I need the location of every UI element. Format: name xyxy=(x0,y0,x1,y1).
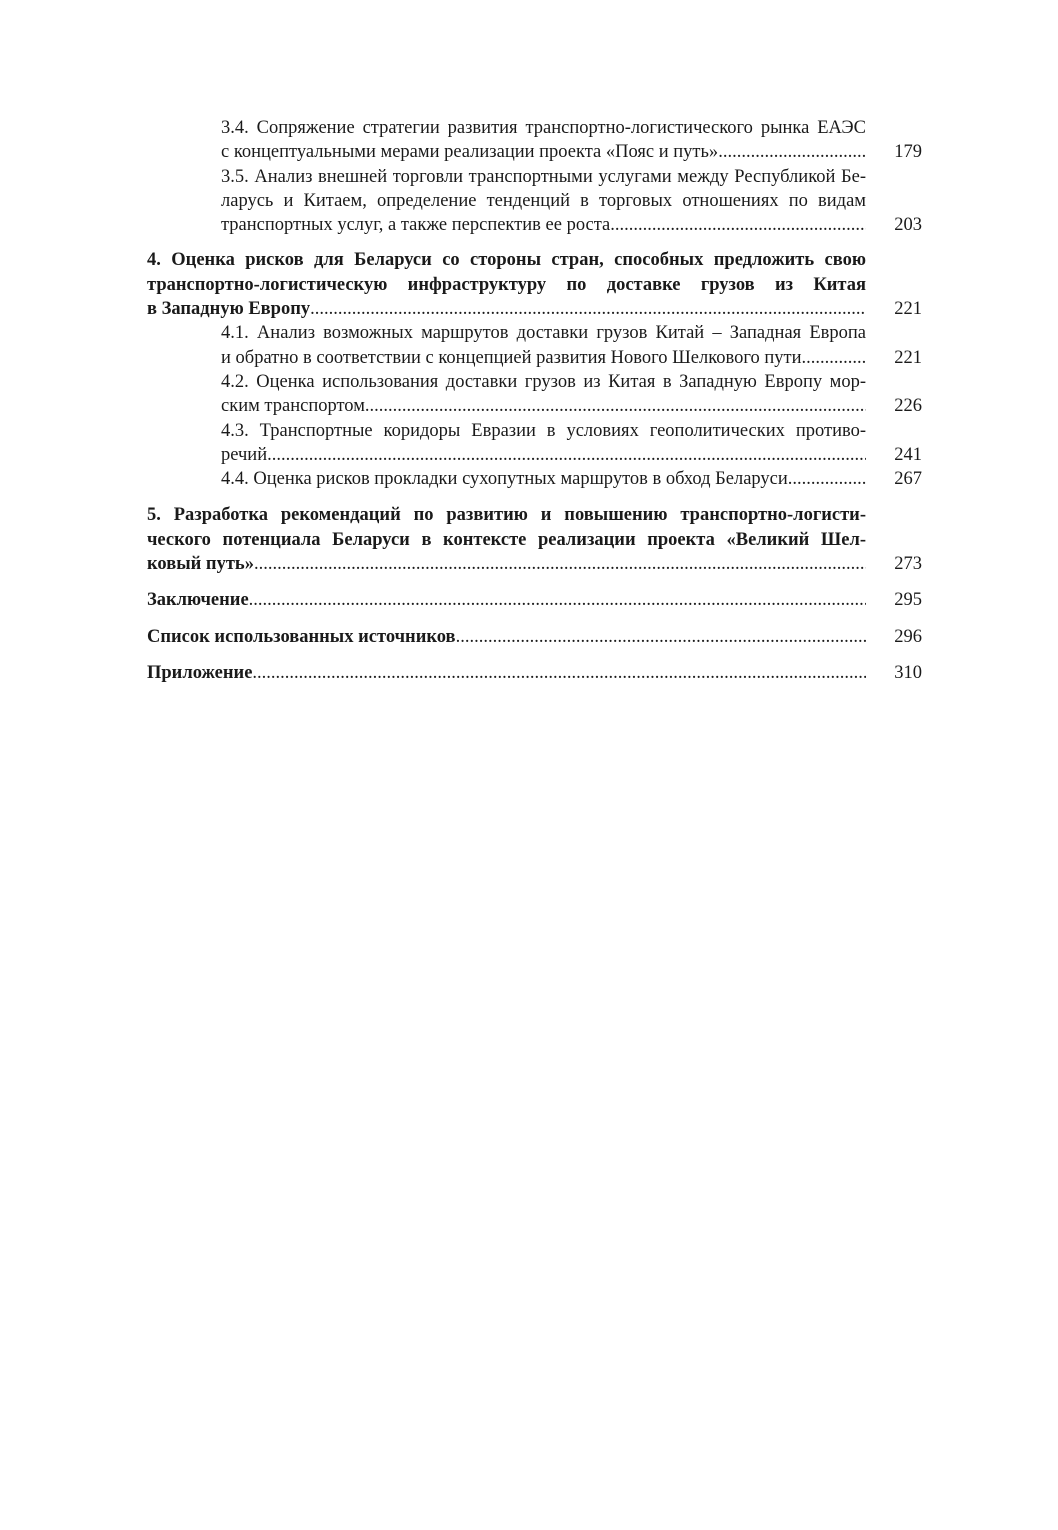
toc-page-number: 267 xyxy=(894,469,922,490)
toc-entry-title xyxy=(147,661,866,685)
toc-entry-title xyxy=(184,321,866,370)
toc-entry-sources[interactable] xyxy=(147,625,922,649)
dot-leader xyxy=(254,552,866,576)
toc-entry-title-last-line: ским транспортом xyxy=(221,396,365,417)
toc-entry-s4-2[interactable] xyxy=(147,370,922,419)
toc-entry-title-last-line: 4.4. Оценка рисков прокладки сухопутных маршрутов в обход Беларуси xyxy=(221,469,788,490)
toc-entry-title-last-line: транспортных услуг, а также перспектив ее роста xyxy=(221,215,611,236)
dot-leader xyxy=(267,443,866,467)
toc-entry-title-last-line: ковый путь» xyxy=(147,554,254,575)
toc-entry-title-line: 4.1. Анализ возможных маршрутов доставки грузов Китай – Западная Европа xyxy=(221,323,866,344)
toc-entry-s3-5[interactable] xyxy=(147,165,922,238)
toc-entry-title-line: транспортно-логистическую инфраструктуру по доставке грузов из Китая xyxy=(147,274,866,295)
toc-entry-title-line: 3.4. Сопряжение стратегии развития транспортно-логистического рынка ЕАЭС xyxy=(221,118,866,138)
toc-page-number: 179 xyxy=(894,142,922,163)
toc-entry-title-last-line: речий xyxy=(221,444,268,465)
dot-leader xyxy=(310,297,866,321)
dot-leader xyxy=(802,346,866,370)
toc-page-number: 221 xyxy=(894,347,922,368)
dot-leader xyxy=(365,394,866,418)
toc-entry-title xyxy=(147,248,866,321)
toc-entry-c4[interactable] xyxy=(147,248,922,321)
toc-page-number: 295 xyxy=(894,590,922,611)
toc-entry-c5[interactable] xyxy=(147,503,922,576)
dot-leader xyxy=(249,588,866,612)
toc-entry-title xyxy=(184,467,866,491)
toc-page-number: 296 xyxy=(894,626,922,647)
dot-leader xyxy=(252,661,866,685)
toc-entry-title-line: 4.2. Оценка использования доставки грузов из Китая в Западную Европу мор- xyxy=(221,371,866,392)
dot-leader xyxy=(456,625,866,649)
toc-entry-title xyxy=(147,503,866,576)
toc-entry-title-last-line: в Западную Европу xyxy=(147,299,311,320)
toc-entry-s3-4[interactable] xyxy=(147,116,922,165)
toc-entry-title xyxy=(184,419,866,468)
toc-page-number: 273 xyxy=(894,554,922,575)
toc-entry-title-last-line: Список использованных источников xyxy=(147,626,456,647)
dot-leader xyxy=(610,213,866,237)
toc-page-number: 221 xyxy=(894,299,922,320)
toc-entry-s4-4[interactable] xyxy=(147,467,922,491)
toc-entry-s4-1[interactable] xyxy=(147,321,922,370)
toc-entry-title-last-line: с концептуальными мерами реализации проекта «Пояс и путь» xyxy=(221,142,719,163)
toc-entry-title xyxy=(184,165,866,238)
toc-page-number: 241 xyxy=(894,444,922,465)
toc-entry-conclusion[interactable] xyxy=(147,588,922,612)
toc-entry-title-last-line: и обратно в соответствии с концепцией развития Нового Шелкового пути xyxy=(221,347,802,368)
table-of-contents xyxy=(147,116,922,685)
toc-entry-title xyxy=(147,588,866,612)
toc-entry-title xyxy=(184,370,866,419)
toc-page-number: 203 xyxy=(894,215,922,236)
toc-page-number: 310 xyxy=(894,662,922,683)
toc-entry-title-last-line: Приложение xyxy=(147,662,253,683)
dot-leader xyxy=(718,140,866,164)
toc-entry-title-line: ларусь и Китаем, определение тенденций в торговых отношениях по видам xyxy=(221,190,866,211)
toc-entry-title xyxy=(147,625,866,649)
toc-entry-appendix[interactable] xyxy=(147,661,922,685)
dot-leader xyxy=(788,467,866,491)
toc-entry-title-line: 4.3. Транспортные коридоры Евразии в условиях геополитических противо- xyxy=(221,420,866,441)
toc-entry-title-line: 3.5. Анализ внешней торговли транспортными услугами между Республикой Бе- xyxy=(221,166,866,187)
toc-page-number: 226 xyxy=(894,396,922,417)
toc-entry-title-line: ческого потенциала Беларуси в контексте реализации проекта «Великий Шел- xyxy=(147,529,866,550)
toc-entry-title-line: 5. Разработка рекомендаций по развитию и повышению транспортно-логисти- xyxy=(147,505,866,526)
toc-entry-title-last-line: Заключение xyxy=(147,590,249,611)
toc-entry-title-line: 4. Оценка рисков для Беларуси со стороны стран, способных предложить свою xyxy=(147,250,866,271)
toc-entry-s4-3[interactable] xyxy=(147,419,922,468)
toc-entry-title xyxy=(184,116,866,165)
